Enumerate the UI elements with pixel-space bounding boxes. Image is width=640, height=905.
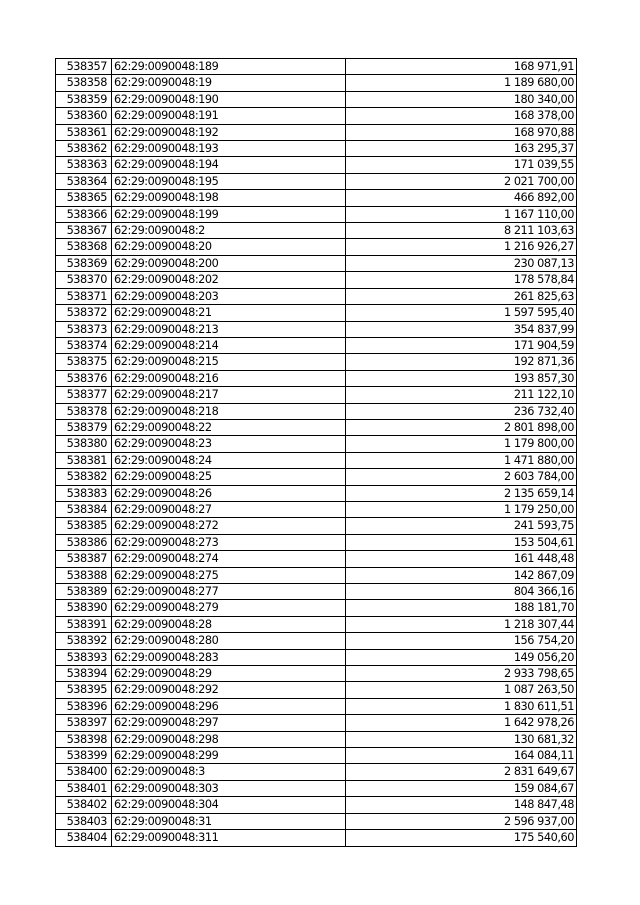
cadastral-number-cell: 62:29:0090048:275 — [112, 567, 346, 583]
row-id-cell: 538404 — [56, 830, 112, 846]
table-row — [56, 567, 577, 583]
row-id-cell: 538386 — [56, 534, 112, 550]
row-id-cell: 538403 — [56, 813, 112, 829]
cadastral-value-cell: 261 825,63 — [346, 288, 577, 304]
table-row — [56, 698, 577, 714]
table-row — [56, 91, 577, 107]
row-id-cell: 538376 — [56, 370, 112, 386]
row-id-cell: 538388 — [56, 567, 112, 583]
table-row — [56, 272, 577, 288]
cadastral-value-cell: 354 837,99 — [346, 321, 577, 337]
cadastral-value-cell: 236 732,40 — [346, 403, 577, 419]
table-row — [56, 223, 577, 239]
table-row — [56, 59, 577, 75]
table-row — [56, 682, 577, 698]
table-row — [56, 436, 577, 452]
table-row — [56, 501, 577, 517]
cadastral-number-cell: 62:29:0090048:31 — [112, 813, 346, 829]
cadastral-number-cell: 62:29:0090048:191 — [112, 108, 346, 124]
table-row — [56, 485, 577, 501]
cadastral-value-cell: 211 122,10 — [346, 387, 577, 403]
table-row — [56, 403, 577, 419]
cadastral-number-cell: 62:29:0090048:199 — [112, 206, 346, 222]
row-id-cell: 538392 — [56, 633, 112, 649]
cadastral-number-cell: 62:29:0090048:195 — [112, 173, 346, 189]
cadastral-value-cell: 8 211 103,63 — [346, 223, 577, 239]
cadastral-number-cell: 62:29:0090048:279 — [112, 600, 346, 616]
cadastral-value-cell: 241 593,75 — [346, 518, 577, 534]
cadastral-number-cell: 62:29:0090048:280 — [112, 633, 346, 649]
cadastral-value-cell: 171 039,55 — [346, 157, 577, 173]
row-id-cell: 538396 — [56, 698, 112, 714]
cadastral-number-cell: 62:29:0090048:214 — [112, 337, 346, 353]
table-row — [56, 288, 577, 304]
row-id-cell: 538402 — [56, 797, 112, 813]
row-id-cell: 538366 — [56, 206, 112, 222]
cadastral-value-cell: 175 540,60 — [346, 830, 577, 846]
cadastral-value-cell: 130 681,32 — [346, 731, 577, 747]
cadastral-number-cell: 62:29:0090048:273 — [112, 534, 346, 550]
cadastral-number-cell: 62:29:0090048:28 — [112, 616, 346, 632]
row-id-cell: 538383 — [56, 485, 112, 501]
cadastral-value-cell: 1 179 800,00 — [346, 436, 577, 452]
cadastral-number-cell: 62:29:0090048:19 — [112, 75, 346, 91]
cadastral-number-cell: 62:29:0090048:200 — [112, 255, 346, 271]
cadastral-number-cell: 62:29:0090048:193 — [112, 141, 346, 157]
cadastral-value-cell: 1 642 978,26 — [346, 715, 577, 731]
cadastral-value-cell: 1 087 263,50 — [346, 682, 577, 698]
table-row — [56, 633, 577, 649]
table-row — [56, 731, 577, 747]
table-row — [56, 354, 577, 370]
row-id-cell: 538395 — [56, 682, 112, 698]
row-id-cell: 538361 — [56, 124, 112, 140]
cadastral-number-cell: 62:29:0090048:203 — [112, 288, 346, 304]
cadastral-value-cell: 188 181,70 — [346, 600, 577, 616]
row-id-cell: 538387 — [56, 551, 112, 567]
cadastral-value-cell: 804 366,16 — [346, 584, 577, 600]
table-row — [56, 649, 577, 665]
cadastral-value-cell: 168 378,00 — [346, 108, 577, 124]
cadastral-value-cell: 163 295,37 — [346, 141, 577, 157]
table-row — [56, 584, 577, 600]
cadastral-value-cell: 2 801 898,00 — [346, 419, 577, 435]
cadastral-value-cell: 1 830 611,51 — [346, 698, 577, 714]
table-row — [56, 469, 577, 485]
cadastral-number-cell: 62:29:0090048:21 — [112, 305, 346, 321]
table-row — [56, 255, 577, 271]
row-id-cell: 538365 — [56, 190, 112, 206]
table-row — [56, 518, 577, 534]
cadastral-number-cell: 62:29:0090048:299 — [112, 748, 346, 764]
cadastral-value-cell: 1 218 307,44 — [346, 616, 577, 632]
row-id-cell: 538369 — [56, 255, 112, 271]
row-id-cell: 538400 — [56, 764, 112, 780]
row-id-cell: 538375 — [56, 354, 112, 370]
cadastral-value-cell: 2 933 798,65 — [346, 666, 577, 682]
row-id-cell: 538364 — [56, 173, 112, 189]
table-row — [56, 173, 577, 189]
row-id-cell: 538382 — [56, 469, 112, 485]
row-id-cell: 538397 — [56, 715, 112, 731]
cadastral-number-cell: 62:29:0090048:297 — [112, 715, 346, 731]
cadastral-value-cell: 171 904,59 — [346, 337, 577, 353]
row-id-cell: 538398 — [56, 731, 112, 747]
table-row — [56, 534, 577, 550]
cadastral-value-cell: 1 189 680,00 — [346, 75, 577, 91]
cadastral-value-cell: 1 216 926,27 — [346, 239, 577, 255]
cadastral-value-cell: 168 971,91 — [346, 59, 577, 75]
cadastral-number-cell: 62:29:0090048:216 — [112, 370, 346, 386]
cadastral-value-table — [55, 58, 577, 847]
row-id-cell: 538381 — [56, 452, 112, 468]
row-id-cell: 538389 — [56, 584, 112, 600]
row-id-cell: 538399 — [56, 748, 112, 764]
row-id-cell: 538401 — [56, 780, 112, 796]
table-row — [56, 157, 577, 173]
table-row — [56, 141, 577, 157]
table-row — [56, 666, 577, 682]
table-row — [56, 616, 577, 632]
row-id-cell: 538373 — [56, 321, 112, 337]
cadastral-value-cell: 193 857,30 — [346, 370, 577, 386]
table-row — [56, 190, 577, 206]
row-id-cell: 538377 — [56, 387, 112, 403]
table-row — [56, 337, 577, 353]
table-row — [56, 124, 577, 140]
cadastral-value-cell: 149 056,20 — [346, 649, 577, 665]
cadastral-number-cell: 62:29:0090048:303 — [112, 780, 346, 796]
row-id-cell: 538378 — [56, 403, 112, 419]
cadastral-value-cell: 1 597 595,40 — [346, 305, 577, 321]
cadastral-number-cell: 62:29:0090048:292 — [112, 682, 346, 698]
cadastral-value-cell: 2 831 649,67 — [346, 764, 577, 780]
table-row — [56, 321, 577, 337]
cadastral-value-cell: 161 448,48 — [346, 551, 577, 567]
table-row — [56, 813, 577, 829]
table-row — [56, 797, 577, 813]
table-row — [56, 764, 577, 780]
table-row — [56, 206, 577, 222]
cadastral-number-cell: 62:29:0090048:272 — [112, 518, 346, 534]
cadastral-number-cell: 62:29:0090048:304 — [112, 797, 346, 813]
table-row — [56, 305, 577, 321]
table-row — [56, 75, 577, 91]
row-id-cell: 538363 — [56, 157, 112, 173]
cadastral-value-cell: 180 340,00 — [346, 91, 577, 107]
cadastral-number-cell: 62:29:0090048:218 — [112, 403, 346, 419]
cadastral-number-cell: 62:29:0090048:3 — [112, 764, 346, 780]
row-id-cell: 538379 — [56, 419, 112, 435]
table-row — [56, 452, 577, 468]
cadastral-number-cell: 62:29:0090048:26 — [112, 485, 346, 501]
cadastral-number-cell: 62:29:0090048:213 — [112, 321, 346, 337]
cadastral-number-cell: 62:29:0090048:202 — [112, 272, 346, 288]
cadastral-number-cell: 62:29:0090048:190 — [112, 91, 346, 107]
cadastral-number-cell: 62:29:0090048:198 — [112, 190, 346, 206]
cadastral-value-cell: 466 892,00 — [346, 190, 577, 206]
cadastral-number-cell: 62:29:0090048:296 — [112, 698, 346, 714]
row-id-cell: 538390 — [56, 600, 112, 616]
row-id-cell: 538371 — [56, 288, 112, 304]
row-id-cell: 538357 — [56, 59, 112, 75]
cadastral-number-cell: 62:29:0090048:24 — [112, 452, 346, 468]
cadastral-number-cell: 62:29:0090048:22 — [112, 419, 346, 435]
cadastral-number-cell: 62:29:0090048:194 — [112, 157, 346, 173]
row-id-cell: 538391 — [56, 616, 112, 632]
cadastral-value-cell: 2 603 784,00 — [346, 469, 577, 485]
cadastral-value-cell: 1 471 880,00 — [346, 452, 577, 468]
cadastral-value-cell: 159 084,67 — [346, 780, 577, 796]
row-id-cell: 538374 — [56, 337, 112, 353]
cadastral-value-cell: 192 871,36 — [346, 354, 577, 370]
table-row — [56, 239, 577, 255]
table-row — [56, 370, 577, 386]
cadastral-number-cell: 62:29:0090048:20 — [112, 239, 346, 255]
cadastral-number-cell: 62:29:0090048:283 — [112, 649, 346, 665]
cadastral-value-cell: 148 847,48 — [346, 797, 577, 813]
cadastral-number-cell: 62:29:0090048:25 — [112, 469, 346, 485]
cadastral-value-cell: 2 021 700,00 — [346, 173, 577, 189]
cadastral-number-cell: 62:29:0090048:29 — [112, 666, 346, 682]
row-id-cell: 538368 — [56, 239, 112, 255]
cadastral-value-cell: 156 754,20 — [346, 633, 577, 649]
cadastral-number-cell: 62:29:0090048:298 — [112, 731, 346, 747]
row-id-cell: 538393 — [56, 649, 112, 665]
cadastral-number-cell: 62:29:0090048:23 — [112, 436, 346, 452]
row-id-cell: 538394 — [56, 666, 112, 682]
cadastral-number-cell: 62:29:0090048:274 — [112, 551, 346, 567]
cadastral-value-cell: 142 867,09 — [346, 567, 577, 583]
row-id-cell: 538384 — [56, 501, 112, 517]
table-row — [56, 419, 577, 435]
cadastral-value-cell: 2 596 937,00 — [346, 813, 577, 829]
table-row — [56, 551, 577, 567]
row-id-cell: 538358 — [56, 75, 112, 91]
row-id-cell: 538370 — [56, 272, 112, 288]
table-row — [56, 715, 577, 731]
table-row — [56, 830, 577, 846]
cadastral-value-cell: 178 578,84 — [346, 272, 577, 288]
cadastral-number-cell: 62:29:0090048:215 — [112, 354, 346, 370]
cadastral-number-cell: 62:29:0090048:311 — [112, 830, 346, 846]
table-body — [56, 59, 577, 847]
cadastral-number-cell: 62:29:0090048:189 — [112, 59, 346, 75]
cadastral-value-cell: 1 167 110,00 — [346, 206, 577, 222]
cadastral-number-cell: 62:29:0090048:2 — [112, 223, 346, 239]
cadastral-value-cell: 164 084,11 — [346, 748, 577, 764]
row-id-cell: 538359 — [56, 91, 112, 107]
cadastral-value-cell: 230 087,13 — [346, 255, 577, 271]
table-row — [56, 600, 577, 616]
cadastral-value-cell: 168 970,88 — [346, 124, 577, 140]
document-page — [55, 58, 577, 847]
row-id-cell: 538372 — [56, 305, 112, 321]
cadastral-number-cell: 62:29:0090048:27 — [112, 501, 346, 517]
cadastral-number-cell: 62:29:0090048:217 — [112, 387, 346, 403]
row-id-cell: 538360 — [56, 108, 112, 124]
table-row — [56, 108, 577, 124]
table-row — [56, 748, 577, 764]
table-row — [56, 780, 577, 796]
row-id-cell: 538380 — [56, 436, 112, 452]
cadastral-number-cell: 62:29:0090048:192 — [112, 124, 346, 140]
table-row — [56, 387, 577, 403]
row-id-cell: 538362 — [56, 141, 112, 157]
cadastral-value-cell: 2 135 659,14 — [346, 485, 577, 501]
cadastral-value-cell: 153 504,61 — [346, 534, 577, 550]
cadastral-number-cell: 62:29:0090048:277 — [112, 584, 346, 600]
row-id-cell: 538367 — [56, 223, 112, 239]
row-id-cell: 538385 — [56, 518, 112, 534]
cadastral-value-cell: 1 179 250,00 — [346, 501, 577, 517]
